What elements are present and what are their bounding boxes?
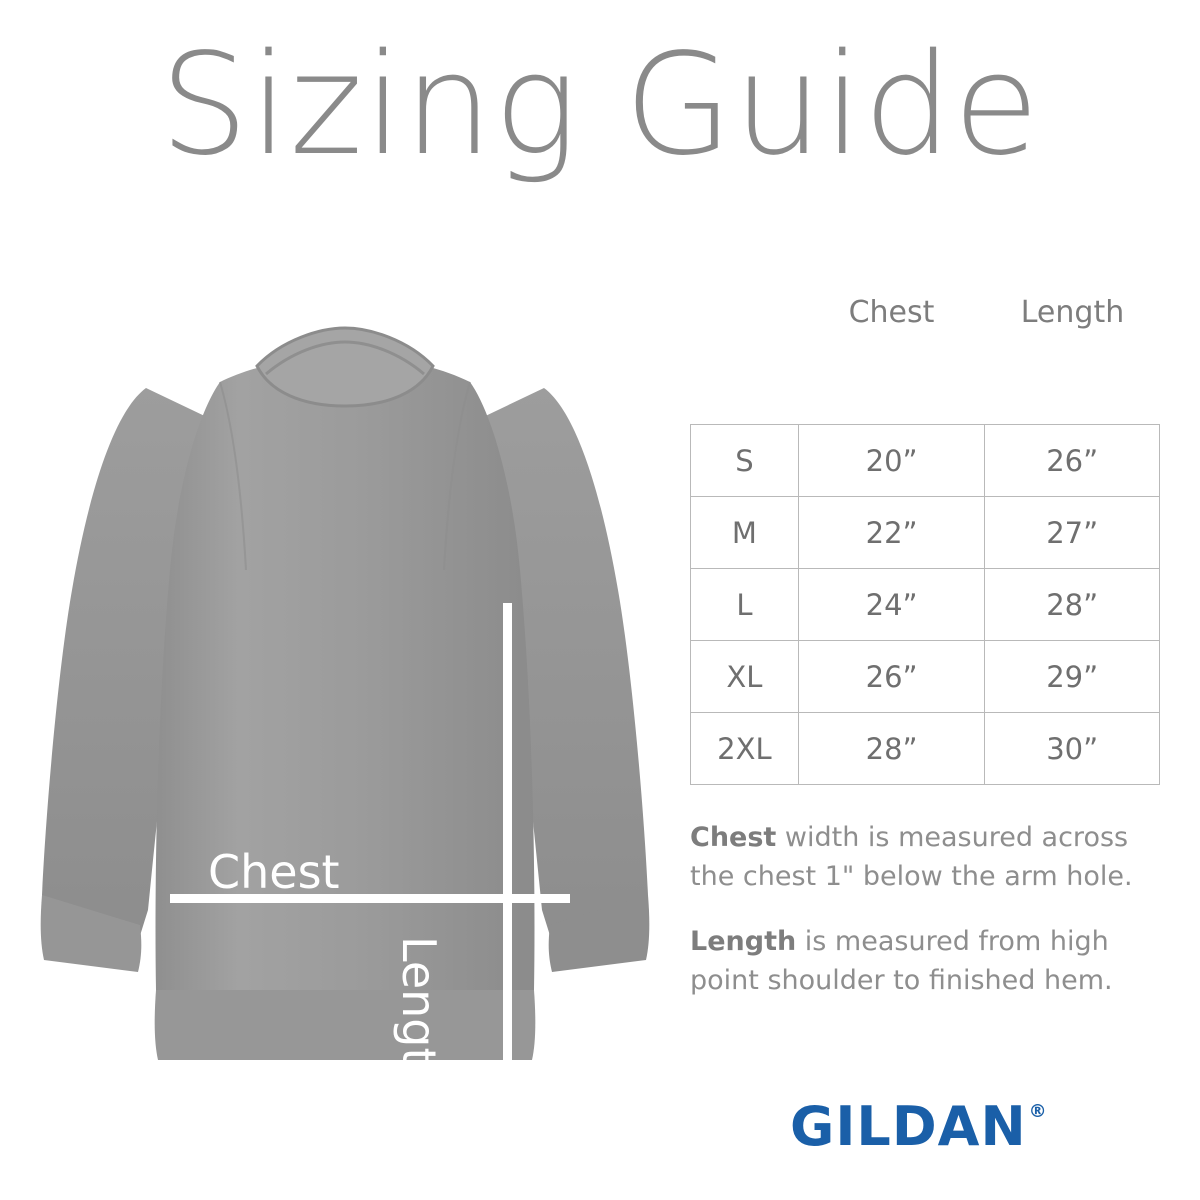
cell-chest: 22” [798,497,985,569]
cell-chest: 28” [798,713,985,785]
registered-trademark-icon: ® [1028,1101,1048,1122]
table-column-headers [690,295,1160,330]
cell-size: 2XL [691,713,799,785]
table-row [691,641,1160,713]
cell-size: S [691,425,799,497]
header-length: Length [1020,295,1125,330]
brand-name: GILDAN [790,1095,1027,1158]
size-table [690,424,1160,785]
chest-note-text: width is measured across the chest 1" below the arm hole. [690,822,1133,893]
cell-chest: 20” [798,425,985,497]
header-size [690,295,798,330]
chest-note-term: Chest [690,822,777,853]
length-measure-line [503,603,512,1200]
length-note-term: Length [690,926,797,958]
table-row [691,425,1160,497]
garment-illustration [20,270,670,1095]
table-row [691,497,1160,569]
length-measure-label: Length [392,936,446,1095]
cell-length: 26” [985,425,1160,497]
chest-note [690,818,1170,896]
cell-length: 27” [985,497,1160,569]
cell-size: L [691,569,799,641]
sweatshirt-icon [20,270,670,1080]
chest-measure-label: Chest [208,845,340,899]
cell-length: 28” [985,569,1160,641]
length-note [690,922,1170,1000]
length-note-text: is measured from high point shoulder to finished hem. [690,926,1113,997]
header-chest: Chest [848,295,935,330]
table-row [691,569,1160,641]
cell-chest: 26” [798,641,985,713]
cell-length: 30” [985,713,1160,785]
cell-chest: 24” [798,569,985,641]
brand-logo [790,1095,1046,1158]
table-row [691,713,1160,785]
cell-length: 29” [985,641,1160,713]
page-title: Sizing Guide [159,24,1041,187]
measurement-notes [690,818,1170,1027]
cell-size: XL [691,641,799,713]
cell-size: M [691,497,799,569]
